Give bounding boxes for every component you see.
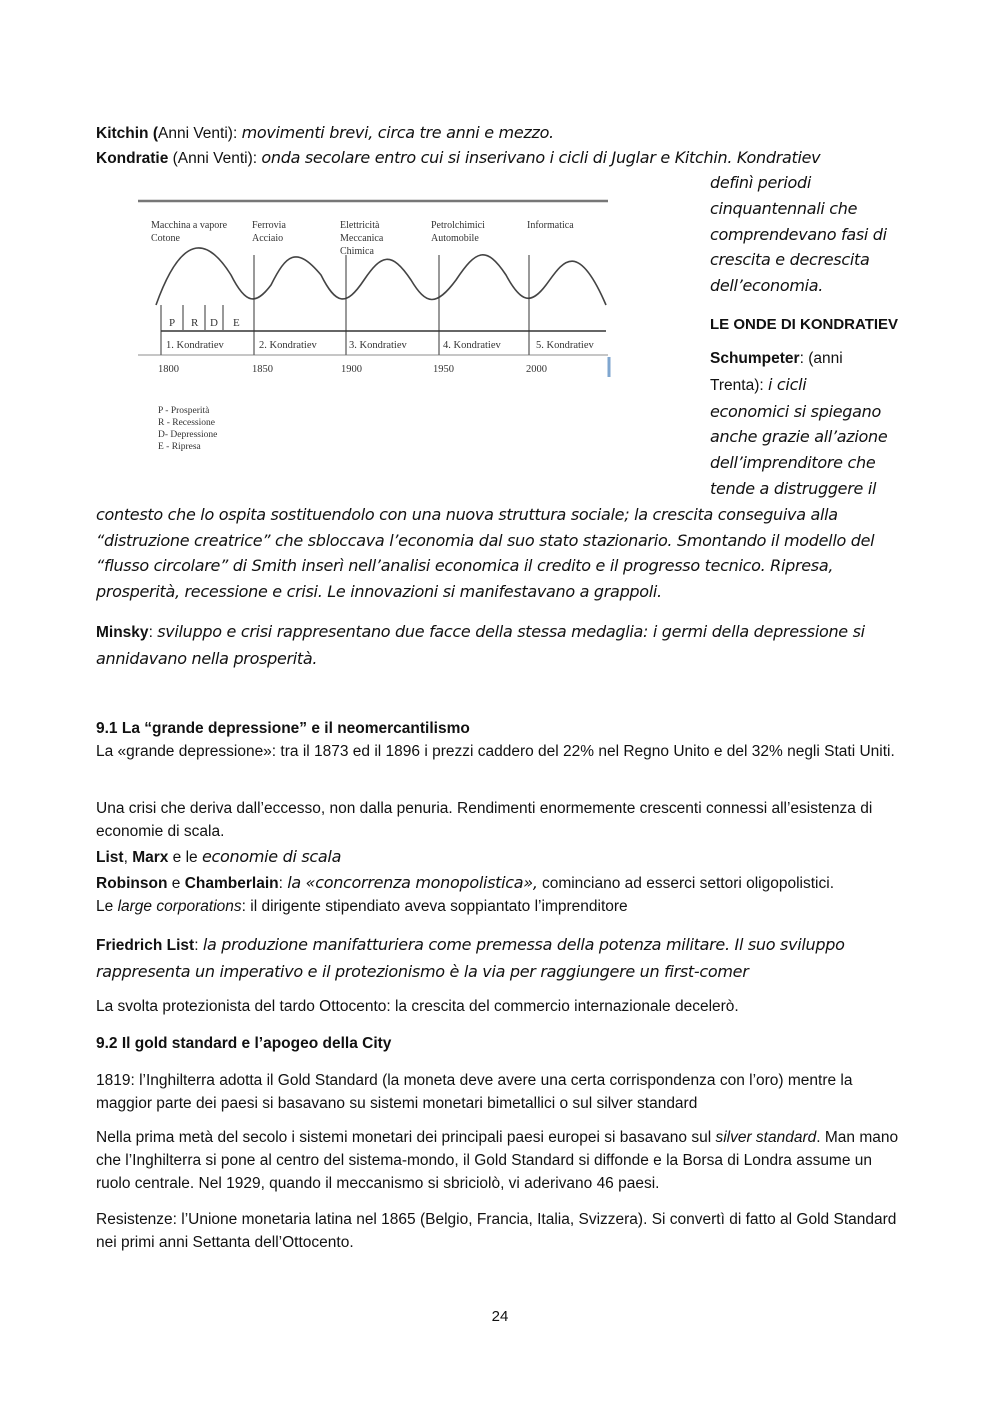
legend-p: P - Prosperità [158,406,210,416]
s91-p1: La «grande depressione»: tra il 1873 ed il 1896 i prezzi caddero del 22% nel Regno Unito e del 32% negli Stati Uniti. [96,743,895,760]
s92-p2: Nella prima metà del secolo i sistemi monetari dei principali paesi europei si basavano sul silver standard. Man mano che l’Inghilterra si pone al centro del sistema-mondo, il Gold Standard si diffonde e la Borsa di Londra assume un ruolo centrale. Nel 1929, quando il meccanismo si sbriciolò, vi aderivano 46 paesi. [96,1129,899,1192]
legend-e: E - Ripresa [158,442,201,452]
year-1850: 1850 [252,364,273,375]
s91-list-marx: List, Marx e le economie di scala [96,847,342,866]
kondratiev-waves-diagram [136,195,616,465]
era-label-2a: Ferrovia [252,220,286,231]
era-label-1a: Macchina a vapore [151,220,228,231]
wave-label-1: 1. Kondratiev [166,340,224,351]
schumpeter-continuation: contesto che lo ospita sostituendolo con una nuova struttura sociale; la crescita conseguiva alla “distruzione creatrice” che sbloccava l’economia dal suo stato stazionario. Smontando il modello del “flusso circolare” di Smith inserì nell’analisi economica il credito e il progresso tecnico. Ripresa, prosperità, recessione e crisi. Le innovazioni si manifestavano a grappoli. [96,505,875,601]
section-9-1-heading: 9.1 La “grande depressione” e il neomercantilismo [96,720,470,737]
wave-label-2: 2. Kondratiev [259,340,317,351]
phase-d: D [210,317,218,329]
section-9-2-heading: 9.2 Il gold standard e l’apogeo della City [96,1035,392,1052]
era-label-1b: Cotone [151,233,180,244]
wave-label-3: 3. Kondratiev [349,340,407,351]
legend-r: R - Recessione [158,418,215,428]
kitchin-text: movimenti brevi, circa tre anni e mezzo. [241,123,554,142]
phase-r: R [191,317,199,329]
schumpeter-name: Schumpeter [710,350,800,367]
s91-friedrich-list: Friedrich List: la produzione manifatturiera come premessa della potenza militare. Il suo sviluppo rappresenta un imperativo e il protezionismo è la via per raggiungere un first-comer [96,935,845,981]
era-label-2b: Acciaio [252,233,284,244]
schumpeter-side: Schumpeter: (anni Trenta): i cicli economici si spiegano anche grazie all’azione dell’imprenditore che tende a distruggere il [710,350,888,498]
era-label-4a: Petrolchimici [431,220,485,231]
phase-e: E [233,317,240,329]
wave-label-5: 5. Kondratiev [536,340,594,351]
era-label-3b: Meccanica [340,233,384,244]
year-1950: 1950 [433,364,454,375]
kondratiev-side-text: definì periodi cinquantennali che comprendevano fasi di crescita e decrescita dell’economia. [710,173,887,296]
kitchin-name: Kitchin ( [96,125,158,142]
era-label-4b: Automobile [431,233,479,244]
era-label-3a: Elettricità [340,220,380,231]
s91-large-corporations: Le large corporations: il dirigente stipendiato aveva soppiantato l’imprenditore [96,898,628,915]
year-1800: 1800 [158,364,179,375]
s91-robinson: Robinson e Chamberlain: la «concorrenza monopolistica», cominciano ad esserci settori oligopolistici. [96,873,834,892]
kitchin-line: Kitchin (Anni Venti): movimenti brevi, circa tre anni e mezzo. [96,123,554,142]
wave-curve [156,248,606,305]
page-number: 24 [491,1308,509,1325]
year-1900: 1900 [341,364,362,375]
phase-p: P [169,317,176,329]
s92-p3: Resistenze: l’Unione monetaria latina nel 1865 (Belgio, Francia, Italia, Svizzera). Si convertì di fatto al Gold Standard nei primi anni Settanta dell’Ottocento. [96,1211,897,1251]
kondratie-name: Kondratie [96,150,169,167]
year-2000: 2000 [526,364,547,375]
wave-label-4: 4. Kondratiev [443,340,501,351]
s91-p2: Una crisi che deriva dall’eccesso, non dalla penuria. Rendimenti enormemente crescenti connessi all’esistenza di economie di scala. [96,800,873,840]
kondratie-text: onda secolare entro cui si inserivano i cicli di Juglar e Kitchin. Kondratiev [261,148,821,167]
kondratie-line: Kondratie (Anni Venti): onda secolare entro cui si inserivano i cicli di Juglar e Kitchin. Kondratiev [96,148,821,167]
kondratiev-waves-figure [136,195,616,465]
s92-p1: 1819: l’Inghilterra adotta il Gold Standard (la moneta deve avere una certa corrispondenza con l’oro) mentre la maggior parte dei paesi si basavano su sistemi monetari bimetallici o sul silver standard [96,1072,853,1112]
minsky-paragraph: Minsky: sviluppo e crisi rappresentano due facce della stessa medaglia: i germi della depressione si annidavano nella prosperità. [96,622,865,668]
s91-svolta: La svolta protezionista del tardo Ottocento: la crescita del commercio internazionale decelerò. [96,998,739,1015]
era-label-5: Informatica [527,220,574,231]
kondratiev-heading: LE ONDE DI KONDRATIEV [710,316,899,333]
legend-d: D- Depressione [158,430,218,440]
era-label-3c: Chimica [340,246,374,257]
